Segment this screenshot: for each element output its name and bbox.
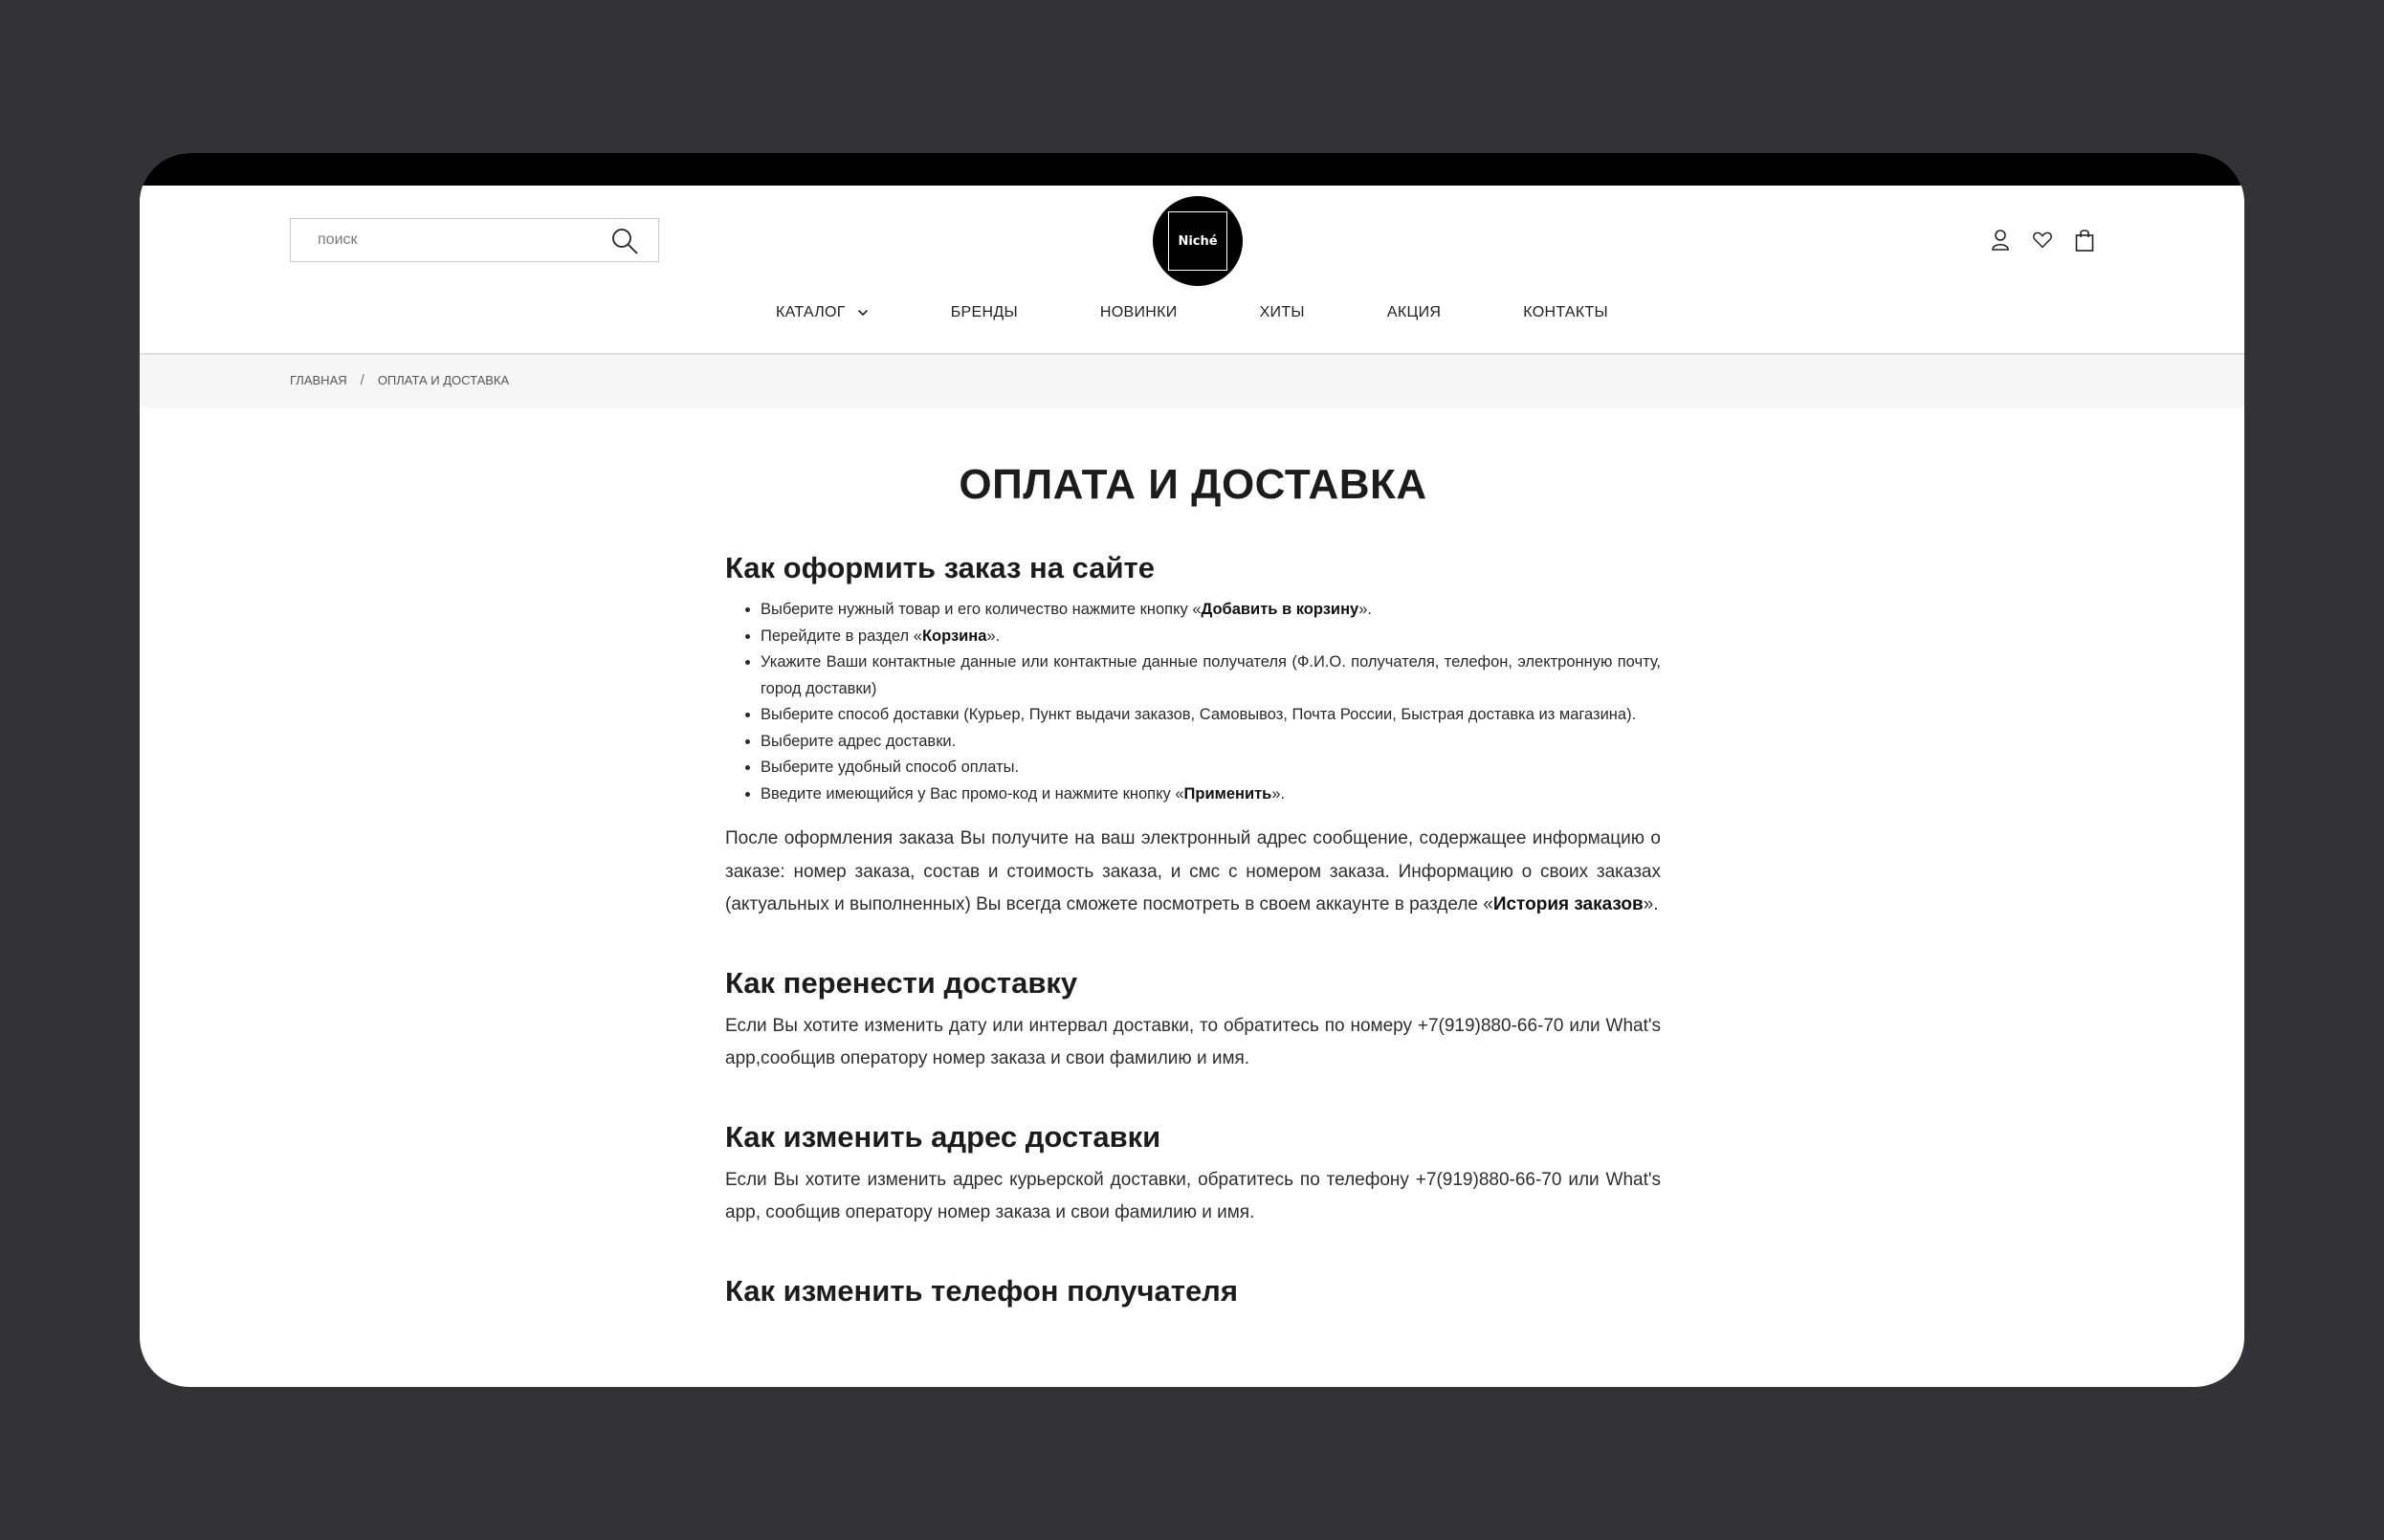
list-item: • Перейдите в раздел «Корзина». xyxy=(761,624,1661,650)
nav-item-sale[interactable] xyxy=(1387,297,1441,329)
nav-item-label: ХИТЫ xyxy=(1259,304,1305,320)
nav-item-catalog[interactable] xyxy=(776,297,869,329)
logo[interactable] xyxy=(1153,196,1243,286)
nav-item-hits[interactable] xyxy=(1260,297,1305,329)
chevron-down-icon xyxy=(857,309,869,317)
nav-item-label: КАТАЛОГ xyxy=(776,304,846,320)
reschedule-paragraph: Если Вы хотите изменить дату или интервал доставки, то обратитесь по номеру +7(919)880-66-70 или What's app,сообщив оператору номер заказа и свои фамилию и имя. xyxy=(725,1015,1661,1068)
search-input[interactable] xyxy=(291,219,597,261)
page-title: ОПЛАТА И ДОСТАВКА xyxy=(959,461,1427,508)
breadcrumb-home[interactable]: ГЛАВНАЯ xyxy=(290,373,347,387)
list-item: • Выберите способ доставки (Курьер, Пункт выдачи заказов, Самовывоз, Почта России, Быстрая доставка из магазина). xyxy=(761,702,1661,729)
order-steps-list xyxy=(725,597,1661,807)
browser-window xyxy=(140,153,2244,1387)
section-title: Как перенести доставку xyxy=(725,965,1078,1000)
list-item: • Укажите Ваши контактные данные или контактные данные получателя (Ф.И.О. получателя, телефон, электронную почту, город доставки) xyxy=(761,649,1661,702)
list-item: • Выберите адрес доставки. xyxy=(761,729,1661,756)
main-nav xyxy=(140,297,2244,329)
header-icons xyxy=(1990,228,2095,253)
main-content xyxy=(725,407,1661,1309)
list-item: • Введите имеющийся у Вас промо-код и нажмите кнопку «Применить». xyxy=(761,781,1661,808)
list-item: • Выберите нужный товар и его количество нажмите кнопку «Добавить в корзину». xyxy=(761,597,1661,624)
bag-icon[interactable] xyxy=(2074,228,2095,253)
user-icon[interactable] xyxy=(1990,228,2011,253)
change-address-paragraph: Если Вы хотите изменить адрес курьерской доставки, обратитесь по телефону +7(919)880-66-70 или What's app, сообщив оператору номер заказа и свои фамилию и имя. xyxy=(725,1169,1661,1222)
breadcrumb-bar xyxy=(140,354,2244,407)
nav-item-label: НОВИНКИ xyxy=(1099,304,1178,320)
section-title: Как изменить телефон получателя xyxy=(725,1273,1238,1308)
nav-item-label: АКЦИЯ xyxy=(1386,304,1442,320)
nav-item-contacts[interactable] xyxy=(1523,297,1608,329)
logo-text: Niché xyxy=(1168,211,1227,271)
site-header xyxy=(140,186,2244,354)
heart-icon[interactable] xyxy=(2032,228,2053,253)
section-title: Как изменить адрес доставки xyxy=(725,1119,1161,1154)
breadcrumb-current: ОПЛАТА И ДОСТАВКА xyxy=(377,373,510,387)
breadcrumb xyxy=(290,372,509,388)
section-title: Как оформить заказ на сайте xyxy=(725,551,1155,584)
nav-item-label: БРЕНДЫ xyxy=(950,304,1018,320)
nav-item-brands[interactable] xyxy=(951,297,1018,329)
nav-item-label: КОНТАКТЫ xyxy=(1523,304,1608,320)
order-info-paragraph: После оформления заказа Вы получите на ваш электронный адрес сообщение, содержащее информацию о заказе: номер заказа, состав и стоимость заказа, и смс с номером заказа. Информацию о своих заказах (актуальных и выполненных) Вы всегда сможете посмотреть в своем аккаунте в разделе «История заказов». xyxy=(725,828,1661,914)
list-item: • Выберите удобный способ оплаты. xyxy=(761,755,1661,781)
nav-item-new[interactable] xyxy=(1100,297,1178,329)
order-history-link: История заказов xyxy=(1492,894,1644,914)
search-icon[interactable] xyxy=(610,227,639,255)
breadcrumb-separator: / xyxy=(360,372,364,388)
top-strip xyxy=(140,153,2244,186)
search-box xyxy=(290,218,659,262)
